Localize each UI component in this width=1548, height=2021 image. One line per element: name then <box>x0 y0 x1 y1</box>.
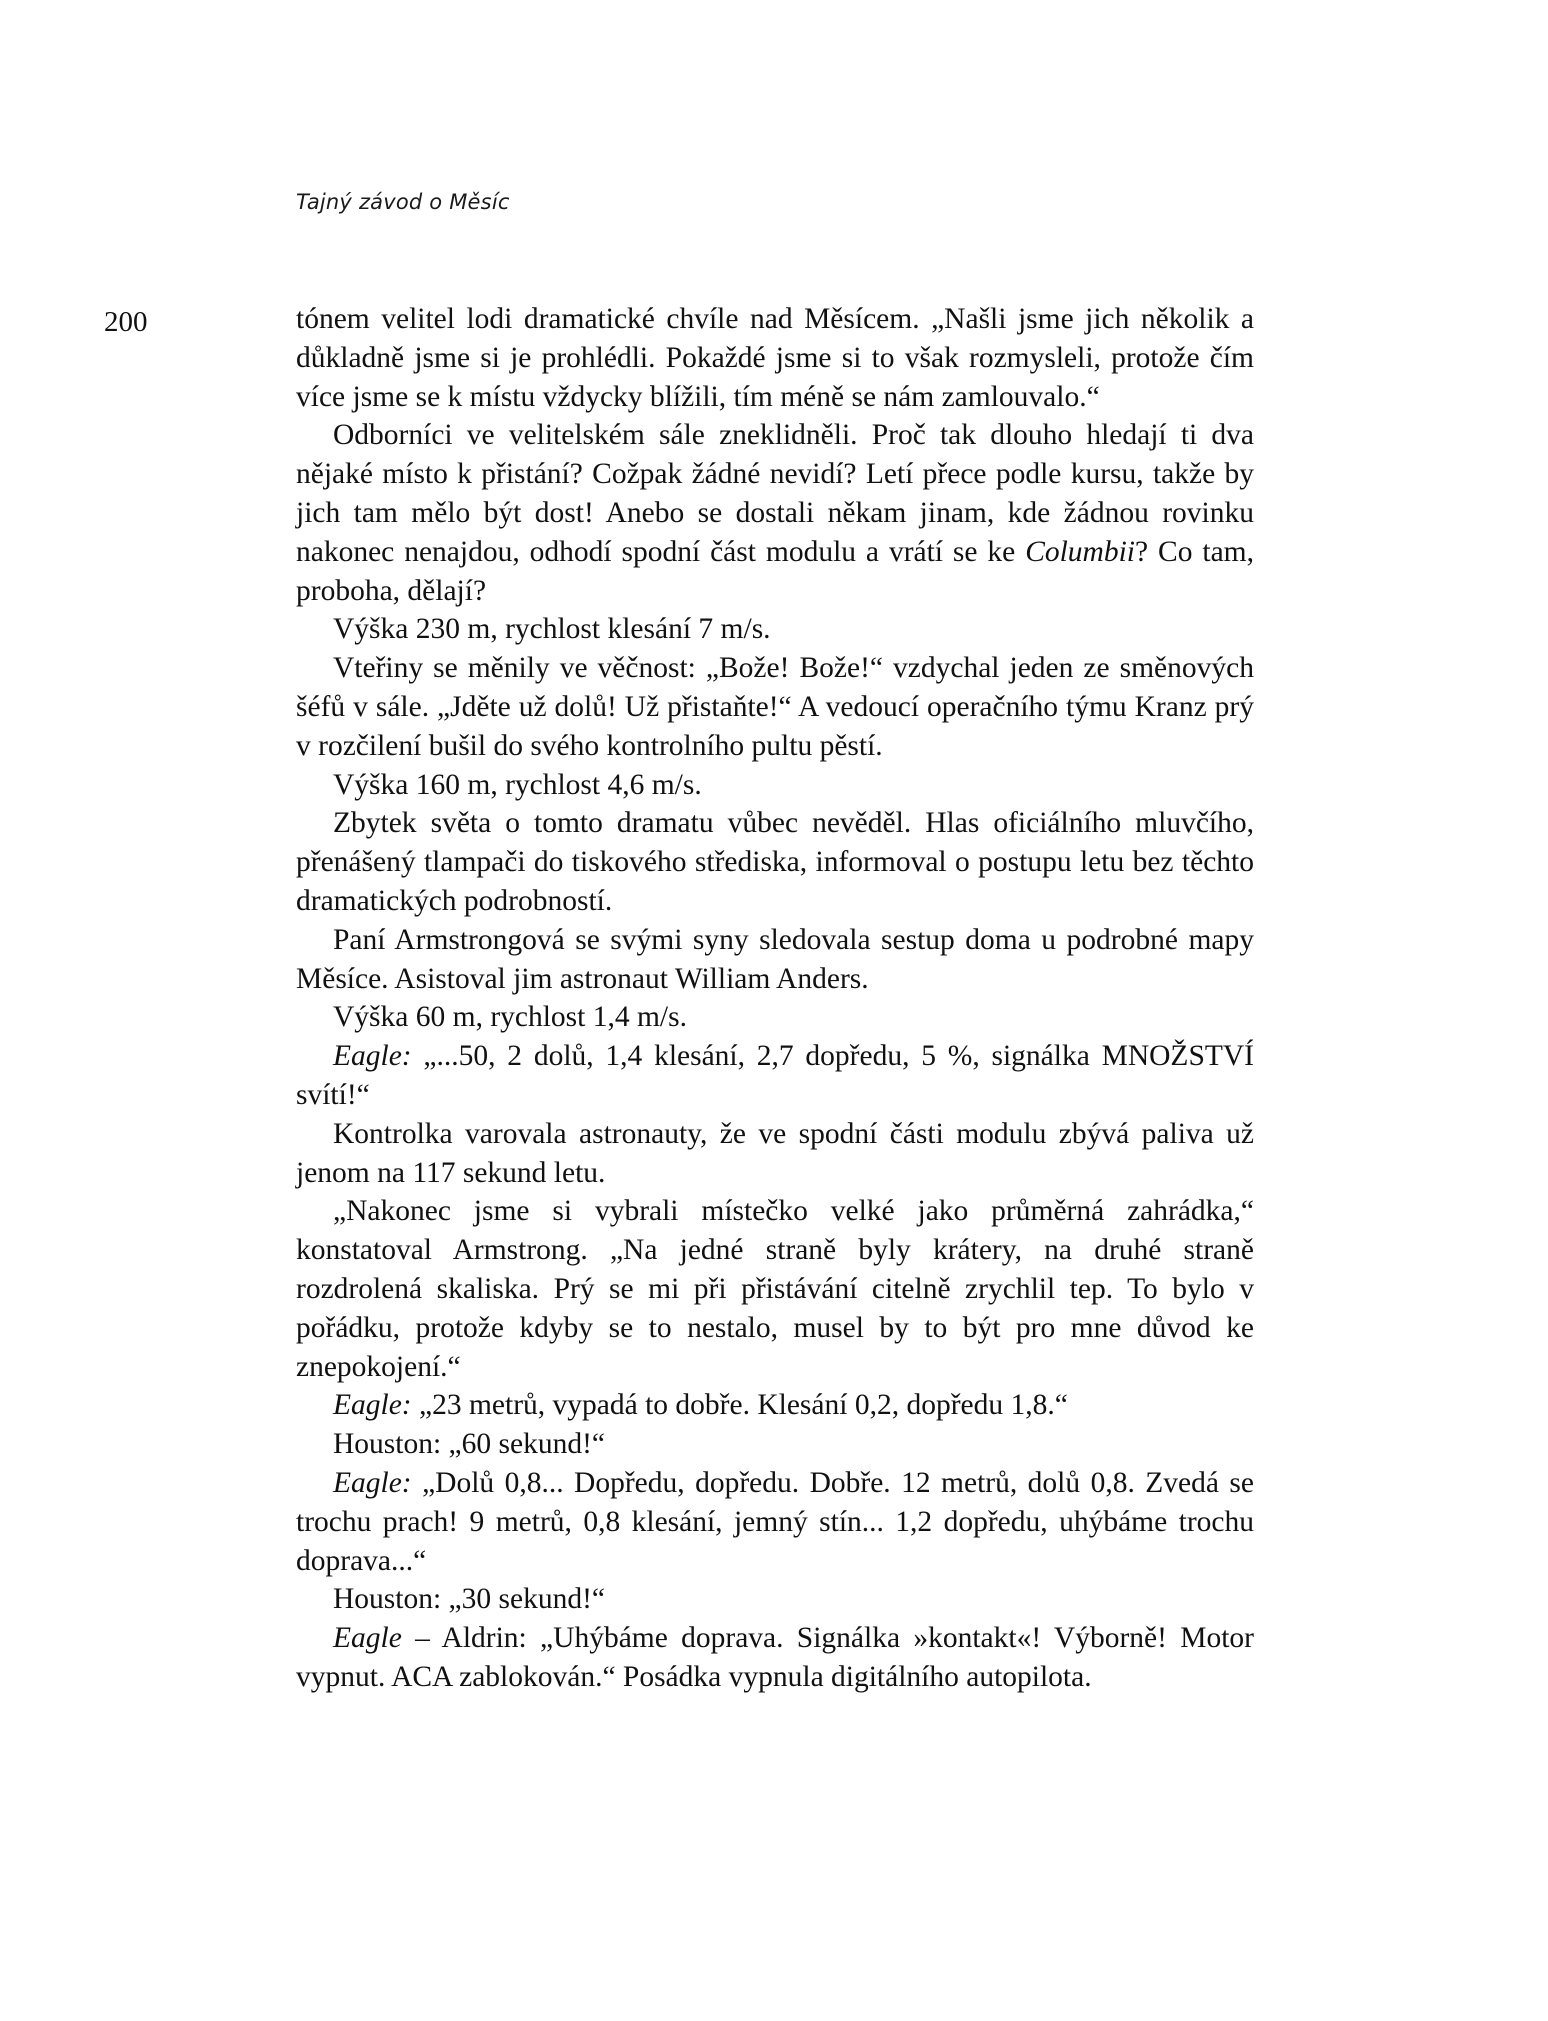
paragraph-text: Houston: „60 sekund!“ <box>333 1428 606 1461</box>
speaker-label: Eagle: <box>333 1466 412 1499</box>
paragraph-text: Výška 230 m, rychlost klesání 7 m/s. <box>333 613 771 646</box>
paragraph <box>296 1386 1254 1425</box>
paragraph <box>296 1192 1254 1386</box>
paragraph <box>296 1115 1254 1193</box>
paragraph <box>296 1464 1254 1580</box>
body-text <box>296 300 1254 1697</box>
paragraph <box>296 766 1254 805</box>
paragraph-text: ? Co tam, proboha, dělají? <box>296 535 1254 607</box>
paragraph-text: „Dolů 0,8... Dopředu, dopředu. Dobře. 12 metrů, dolů 0,8. Zvedá se trochu prach! 9 metrů, 0,8 klesání, jemný stín... 1,2 dopředu, uhýbáme trochu doprava...“ <box>296 1466 1254 1577</box>
paragraph-text: Vteřiny se měnily ve věčnost: „Bože! Bože!“ vzdychal jeden ze směnových šéfů v sále. „Jděte už dolů! Už přistaňte!“ A vedoucí operačního týmu Kranz prý v rozčilení bušil do svého kontrolního pultu pěstí. <box>296 652 1254 762</box>
ship-name: Columbii <box>1025 535 1136 568</box>
paragraph <box>296 921 1254 999</box>
paragraph-text: Výška 160 m, rychlost 4,6 m/s. <box>333 768 702 801</box>
paragraph-text: Paní Armstrongová se svými syny sledovala sestup doma u podrobné mapy Měsíce. Asistoval jim astronaut William Anders. <box>296 923 1254 995</box>
paragraph-text: Odborníci ve velitelském sále zneklidněli. Proč tak dlouho hledají ti dva nějaké místo k přistání? Cožpak žádné nevidí? Letí přece podle kursu, takže by jich tam mělo být dost! Anebo se dostali někam jinam, kde žádnou rovinku nakonec nenajdou, odhodí spodní část modulu a vrátí se ke <box>296 419 1254 568</box>
paragraph <box>296 804 1254 920</box>
paragraph-text: – Aldrin: „Uhýbáme doprava. Signálka »kontakt«! Výborně! Motor vypnut. ACA zablokován.“ Posádka vypnula digitálního autopilota. <box>296 1622 1254 1693</box>
speaker-label: Eagle <box>333 1622 402 1655</box>
paragraph <box>296 1425 1254 1464</box>
speaker-label: Eagle: <box>333 1040 412 1073</box>
paragraph-text: „Nakonec jsme si vybrali místečko velké jako průměrná zahrádka,“ konstatoval Armstrong. „Na jedné straně byly krátery, na druhé straně rozdrolená skaliska. Prý se mi při přistávání citelně zrychlil tep. To bylo v pořádku, protože kdyby se to nestalo, musel by to být pro mne důvod ke znepokojení.“ <box>296 1195 1254 1383</box>
paragraph-text: Zbytek světa o tomto dramatu vůbec nevěděl. Hlas oficiálního mluvčího, přenášený tlampači do tiskového střediska, informoval o postupu letu bez těchto dramatických podrobností. <box>296 807 1254 917</box>
paragraph <box>296 610 1254 649</box>
running-head: Tajný závod o Měsíc <box>296 190 510 214</box>
paragraph-text: „23 metrů, vypadá to dobře. Klesání 0,2, dopředu 1,8.“ <box>411 1389 1068 1422</box>
paragraph <box>296 998 1254 1037</box>
paragraph <box>296 416 1254 610</box>
paragraph-text: Kontrolka varovala astronauty, že ve spodní části modulu zbývá paliva už jenom na 117 sekund letu. <box>296 1117 1254 1189</box>
paragraph <box>296 1037 1254 1115</box>
paragraph-text: „...50, 2 dolů, 1,4 klesání, 2,7 dopředu, 5 %, signálka MNOŽSTVÍ svítí!“ <box>296 1040 1254 1111</box>
page-number: 200 <box>104 306 148 338</box>
paragraph <box>296 1619 1254 1697</box>
paragraph-text: Výška 60 m, rychlost 1,4 m/s. <box>333 1001 687 1034</box>
paragraph <box>296 300 1254 416</box>
speaker-label: Eagle: <box>333 1389 412 1422</box>
paragraph <box>296 1580 1254 1619</box>
paragraph <box>296 649 1254 765</box>
paragraph-text: tónem velitel lodi dramatické chvíle nad Měsícem. „Našli jsme jich několik a důkladně jsme si je prohlédli. Pokaždé jsme si to však rozmysleli, protože čím více jsme se k místu vždycky blížili, tím méně se nám zamlouvalo.“ <box>296 303 1254 413</box>
paragraph-text: Houston: „30 sekund!“ <box>333 1583 606 1616</box>
